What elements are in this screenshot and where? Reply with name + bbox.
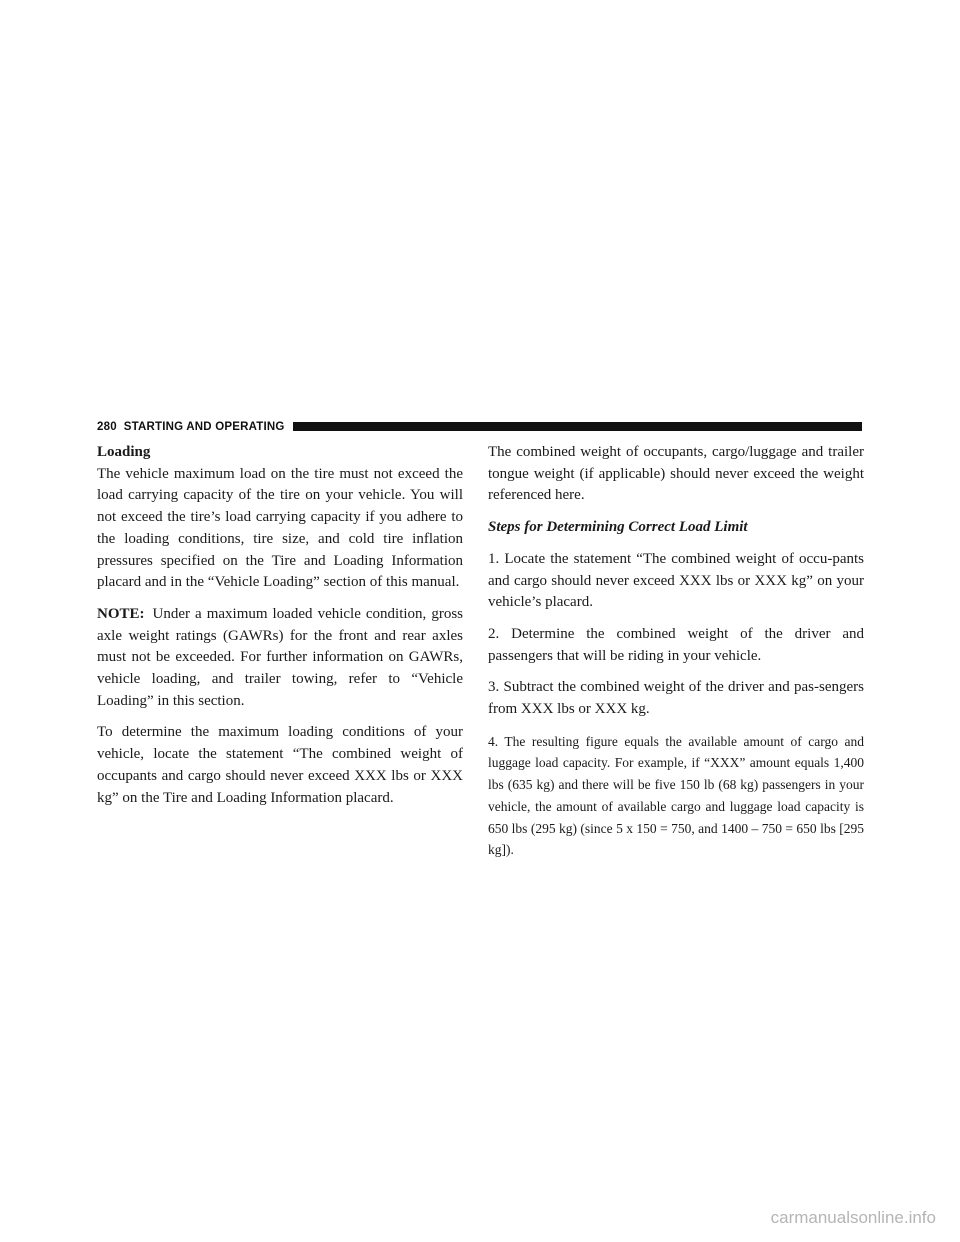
loading-heading: Loading <box>97 444 151 460</box>
page-header <box>97 418 862 435</box>
note-label: NOTE: <box>97 605 145 622</box>
step-1: 1. Locate the statement “The combined weight of occu-pants and cargo should never exceed XXX lbs or XXX kg” on your vehicle’s placard. <box>488 550 864 611</box>
step-3: 3. Subtract the combined weight of the driver and pas-sengers from XXX lbs or XXX kg. <box>488 679 864 718</box>
page-number: 280 <box>97 420 117 433</box>
loading-paragraph: The vehicle maximum load on the tire must not exceed the load carrying capacity of the tire on your vehicle. You will not exceed the tire’s load carrying capacity if you adhere to the loading conditions, tire size, and cold tire inflation pressures specified on the Tire and Loading Information placard and in the “Vehicle Loading” section of this manual. <box>97 465 463 591</box>
header-rule <box>293 422 862 431</box>
steps-subheading: Steps for Determining Correct Load Limit <box>488 519 748 536</box>
step-4: 4. The resulting figure equals the available amount of cargo and luggage load capacity. For example, if “XXX” amount equals 1,400 lbs (635 kg) and there will be five 150 lb (68 kg) passengers in your vehicle, the amount of available cargo and luggage load capacity is 650 lbs (295 kg) (since 5 x 150 = 750, and 1400 – 750 = 650 lbs [295 kg]). <box>488 733 864 858</box>
left-column <box>97 442 463 819</box>
note-paragraph <box>97 604 463 713</box>
step-2: 2. Determine the combined weight of the driver and passengers that will be riding in your vehicle. <box>488 625 864 664</box>
section-title: STARTING AND OPERATING <box>123 420 285 433</box>
watermark-text: carmanualsonline.info <box>770 1208 936 1227</box>
note-text: Under a maximum loaded vehicle condition, gross axle weight ratings (GAWRs) for the front and rear axles must not be exceeded. For further information on GAWRs, vehicle loading, and trailer towing, refer to “Vehicle Loading” in this section. <box>97 605 463 709</box>
combined-weight-paragraph: The combined weight of occupants, cargo/luggage and trailer tongue weight (if applicable) should never exceed the weight referenced here. <box>488 444 864 504</box>
right-column <box>488 442 864 871</box>
max-loading-paragraph: To determine the maximum loading conditions of your vehicle, locate the statement “The combined weight of occupants and cargo should never exceed XXX lbs or XXX kg” on the Tire and Loading Information placard. <box>97 724 463 806</box>
